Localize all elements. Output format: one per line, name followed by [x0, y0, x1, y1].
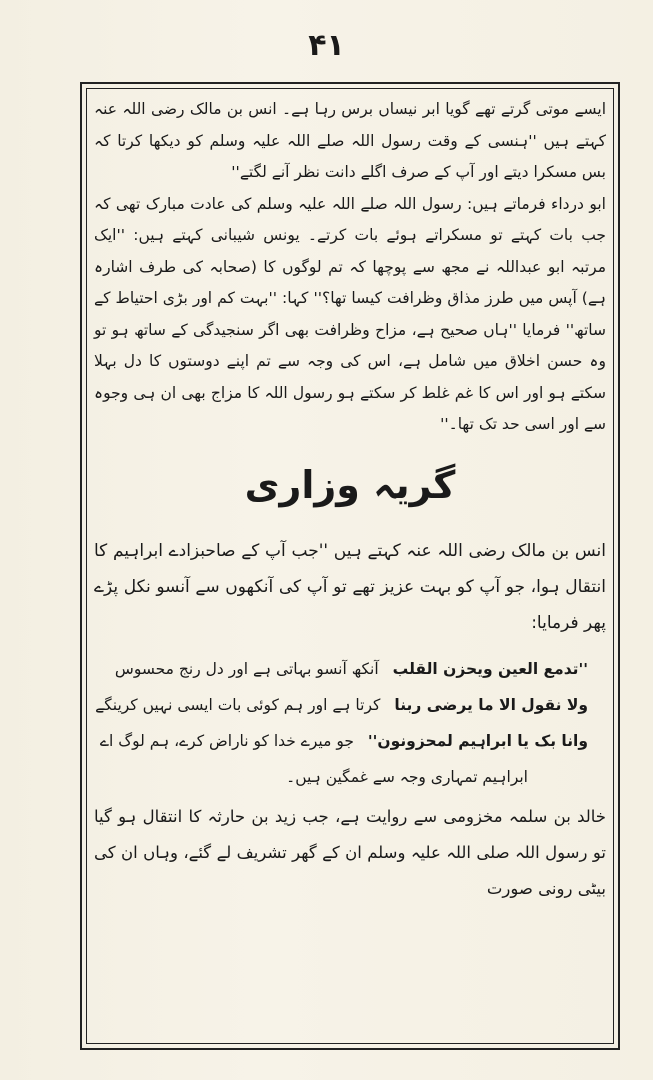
paragraph-weeping: انس بن مالک رضی اللہ عنہ کہتے ہیں ''جب آپ کے صاحبزادے ابراہیم کا انتقال ہوا، جو آپ کو بہت عزیز تھے تو آپ کی آنکھوں سے آنسو نکل پڑے پھر فرمایا: — [94, 540, 606, 633]
hadith-quote — [94, 651, 606, 795]
quote-arabic: ''تدمع العین ویحزن القلب — [392, 659, 588, 678]
quote-line — [94, 723, 588, 759]
quote-continuation: ابراہیم تمہاری وجہ سے غمگین ہیں۔ — [286, 767, 528, 786]
page-content — [94, 94, 606, 1038]
quote-urdu: آنکھ آنسو بہاتی ہے اور دل رنج محسوس — [114, 659, 379, 678]
quote-line — [94, 651, 588, 687]
quote-urdu: جو میرے خدا کو ناراض کرے، ہم لوگ اے — [99, 731, 354, 750]
paragraph-humor: ابو درداء فرماتے ہیں: رسول اللہ صلے اللہ علیہ وسلم کی عادت مبارک تھی کہ جب بات کہتے تو مسکراتے ہوئے بات کرتے۔ یونس شیبانی کہتے ہیں: ''ایک مرتبہ ابو عبداللہ نے مجھ سے پوچھا کہ تم لوگوں کا (صحابہ کی طرف اشارہ ہے) آپس میں طرز مذاق وظرافت کیسا تھا؟'' کہا: ''بہت کم اور بڑی احتیاط کے ساتھ'' فرمایا ''ہاں صحیح ہے، مزاح وظرافت بھی اگر سنجیدگی کے ساتھ ہو تو وہ حسن اخلاق میں شامل ہے، اس کی وجہ سے تم اپنے دوستوں کا دل بہلا سکتے ہو اور اس کا غم غلط کر سکتے ہو رسول اللہ کا مزاج بھی ان ہی وجوہ سے اور اسی حد تک تھا۔'' — [94, 194, 606, 433]
quote-arabic: وانا بک یا ابراہیم لمحزونون'' — [367, 731, 588, 750]
section-heading: گریہ وزاری — [244, 462, 456, 507]
text-frame — [80, 82, 620, 1050]
page-number: ۴۱ — [308, 28, 345, 63]
quote-line — [94, 687, 588, 723]
paragraph-intro: ایسے موتی گرتے تھے گویا ابر نیساں برس رہا ہے۔ انس بن مالک رضی اللہ عنہ کہتے ہیں ''ہنسی کے وقت رسول اللہ صلے اللہ علیہ وسلم کو دیکھا کرتا کہ بس مسکرا دیتے اور آپ کے صرف اگلے دانت نظر آنے لگتے'' — [94, 100, 606, 181]
quote-arabic: ولا نقول الا ما یرضی ربنا — [394, 695, 588, 714]
paragraph-closing: خالد بن سلمہ مخزومی سے روایت ہے، جب زید بن حارثہ کا انتقال ہو گیا تو رسول اللہ صلی اللہ علیہ وسلم ان کے گھر تشریف لے گئے، وہاں ان کی بیٹی رونی صورت — [94, 806, 606, 898]
quote-urdu: کرتا ہے اور ہم کوئی بات ایسی نہیں کرینگے — [95, 695, 381, 714]
